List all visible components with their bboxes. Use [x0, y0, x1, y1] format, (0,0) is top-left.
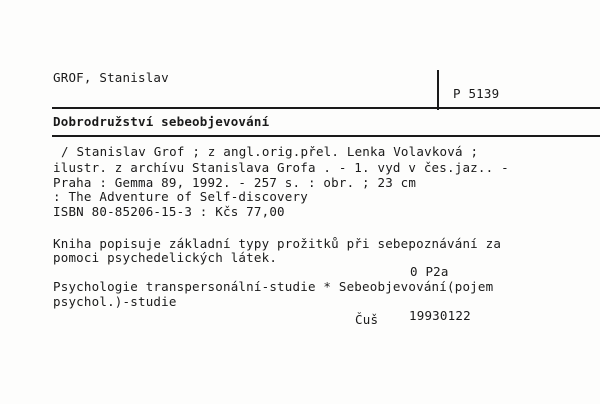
subject-line: psychol.)-studie: [53, 294, 177, 309]
annotation-line: Kniha popisuje základní typy prožitků při sebepoznávání za: [53, 236, 502, 251]
description-line: ISBN 80-85206-15-3 : Kčs 77,00: [53, 204, 285, 219]
date-code: 19930122: [409, 308, 471, 323]
call-number-divider: [437, 70, 439, 110]
header-rule: [52, 107, 600, 109]
annotation-line: pomoci psychedelických látek.: [53, 250, 278, 265]
classification-code: 0 P2a: [410, 264, 449, 279]
author-name: GROF, Stanislav: [53, 70, 169, 85]
description-line: : The Adventure of Self-discovery: [53, 189, 308, 204]
description-line: / Stanislav Grof ; z angl.orig.přel. Lenka Volavková ;: [61, 144, 479, 159]
description-line: Praha : Gemma 89, 1992. - 257 s. : obr. ; 23 cm: [53, 175, 417, 190]
description-line: ilustr. z archívu Stanislava Grofa . - 1. vyd v čes.jaz.. -: [53, 160, 509, 175]
library-sigla: Čuš: [355, 312, 379, 327]
book-title: Dobrodružství sebeobjevování: [53, 114, 270, 129]
title-rule: [52, 135, 600, 137]
subject-line: Psychologie transpersonální-studie * Sebeobjevování(pojem: [53, 279, 494, 294]
call-number: P 5139: [453, 86, 500, 101]
